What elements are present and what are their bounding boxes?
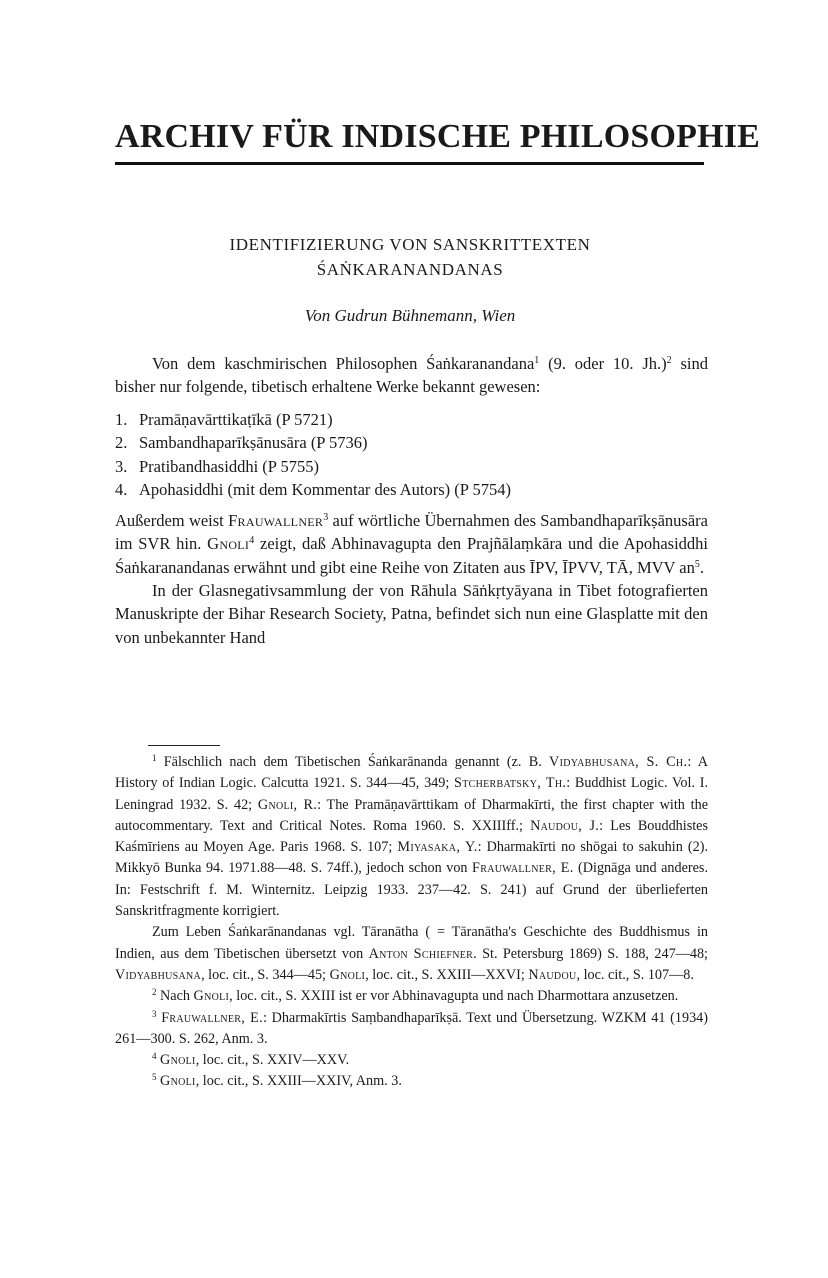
paragraph-2-text-b: auf wörtliche Übernahmen des Sambandhaparīkṣānusāra im SVR hin. bbox=[115, 510, 708, 554]
list-item bbox=[115, 408, 708, 432]
list-item-number: 2. bbox=[115, 433, 128, 453]
footnote-author: Frauwallner, E. bbox=[472, 860, 574, 877]
footnote-ref-2: 2 bbox=[666, 355, 672, 366]
footnote-5 bbox=[115, 1071, 708, 1092]
list-item-text: Sambandhaparīkṣānusāra (P 5736) bbox=[139, 433, 368, 453]
footnote-author: Anton Schiefner bbox=[368, 945, 474, 962]
list-item bbox=[115, 478, 708, 502]
list-item bbox=[115, 455, 708, 479]
footnote-number: 1 bbox=[152, 753, 157, 763]
paragraph-1-text-c: sind bisher nur folgende, tibetisch erhaltene Werke bekannt gewesen: bbox=[115, 354, 708, 397]
footnote-text: , loc. cit., S. XXIII ist er vor Abhinavagupta und nach Dharmottara anzusetzen. bbox=[229, 988, 679, 1005]
paragraph-1-text-a: Von dem kaschmirischen Philosophen Śaṅkaranandana bbox=[152, 354, 535, 373]
footnote-author: Gnoli bbox=[160, 1073, 196, 1090]
footnote-author: Gnoli, R. bbox=[257, 796, 318, 813]
paragraph-3: In der Glasnegativsammlung der von Rāhula Sāṅkṛtyāyana in Tibet fotografierten Manuskripte der Bihar Research Society, Patna, befindet sich nun eine Glasplatte mit den von unbekannter Hand bbox=[115, 581, 708, 647]
footnote-text: : Buddhist Logic. Vol. I. Leningrad 1932. S. 42; bbox=[115, 775, 709, 813]
works-list bbox=[115, 408, 708, 502]
author-line: Von Gudrun Bühnemann, Wien bbox=[304, 306, 516, 325]
paragraph-2-text-c: zeigt, daß Abhinavagupta den Prajñālaṃkāra und die Apohasiddhi Śaṅkaranandanas erwähnt und gibt eine Reihe von Zitaten aus ĪPV, ĪPVV, TĀ, MVV an bbox=[115, 534, 708, 577]
footnote-4 bbox=[115, 1050, 708, 1071]
footnote-1-continued bbox=[115, 922, 708, 986]
footnote-number: 3 bbox=[152, 1008, 157, 1019]
footnote-number: 5 bbox=[152, 1072, 157, 1083]
footnote-text: , loc. cit., S. XXIII—XXIV, Anm. 3. bbox=[195, 1073, 402, 1090]
paragraph-2-text-a: Außerdem weist bbox=[115, 510, 229, 530]
journal-title: ARCHIV FÜR INDISCHE PHILOSOPHIE bbox=[115, 118, 761, 155]
body-text bbox=[115, 352, 708, 649]
paragraph-2-text-d: . bbox=[699, 557, 704, 577]
footnote-text: . St. Petersburg 1869) S. 188, 247—48; bbox=[473, 945, 708, 962]
footnote-text: , loc. cit., S. XXIII—XXVI; bbox=[365, 966, 529, 983]
footnote-author: Vidyabhusana bbox=[115, 966, 202, 983]
footnote-2 bbox=[115, 986, 708, 1007]
footnote-text: : A History of Indian Logic. Calcutta 1921. S. 344—45, 349; bbox=[115, 754, 708, 792]
footnote-text: , loc. cit., S. XXIV—XXV. bbox=[195, 1052, 350, 1069]
footnote-text: , loc. cit., S. 344—45; bbox=[201, 966, 330, 983]
footnote-text: : Dharmakīrti no shōgai to sakuhin (2). Mikkyō Bunka 94. 1971.88—48. S. 74ff.), jedoch schon von bbox=[115, 839, 709, 877]
footnote-text: Fälschlich nach dem Tibetischen Śaṅkarānanda genannt (z. B. bbox=[156, 754, 550, 770]
footnote-1 bbox=[115, 752, 708, 922]
footnote-author: Naudou bbox=[528, 966, 577, 983]
footnote-3 bbox=[115, 1008, 708, 1051]
footnote-ref-1: 1 bbox=[534, 355, 540, 366]
footnote-ref-5: 5 bbox=[694, 558, 700, 570]
list-item-number: 4. bbox=[115, 480, 128, 500]
footnote-text: : Dharmakīrtis Saṃbandhaparīkṣā. Text und Übersetzung. WZKM 41 (1934) 261—300. S. 262, Anm. 3. bbox=[115, 1009, 708, 1047]
footnote-author: Gnoli bbox=[160, 1052, 196, 1069]
footnote-author: Miyasaka, Y. bbox=[397, 839, 478, 856]
footnote-number: 4 bbox=[152, 1051, 157, 1062]
footnote-text: (Dignāga und anderes. In: Festschrift f. M. Winternitz. Leipzig 1933. 237—42. S. 241) auf Grund der überlieferten Sanskritfragmente korrigiert. bbox=[115, 860, 708, 920]
list-item-text: Pramāṇavārttikaṭīkā (P 5721) bbox=[139, 409, 333, 429]
article-title-line-2: ŚAṄKARANANDANAS bbox=[316, 260, 504, 279]
footnote-text: : Les Bouddhistes Kaśmīriens au Moyen Age. Paris 1968. S. 107; bbox=[115, 817, 708, 856]
paragraph-1 bbox=[115, 352, 708, 399]
footnote-author: Gnoli bbox=[329, 966, 366, 983]
footnote-ref-3: 3 bbox=[323, 511, 329, 523]
article-title bbox=[115, 232, 705, 282]
footnote-text: Zum Leben Śaṅkarānandanas vgl. Tāranātha ( = Tāranātha's Geschichte des Buddhismus in Indien, aus dem Tibetischen übersetzt von bbox=[115, 924, 708, 962]
list-item bbox=[115, 431, 708, 455]
title-rule bbox=[115, 162, 704, 165]
footnotes bbox=[115, 752, 708, 1093]
footnote-author: Gnoli bbox=[193, 988, 230, 1005]
paragraph-2 bbox=[115, 509, 708, 579]
footnote-author: Stcherbatsky, Th. bbox=[454, 775, 567, 792]
footnote-ref-4: 4 bbox=[249, 535, 255, 547]
footnote-text: , loc. cit., S. 107—8. bbox=[576, 966, 694, 983]
footnote-number: 2 bbox=[152, 987, 157, 998]
footnote-rule bbox=[148, 745, 220, 746]
list-item-number: 3. bbox=[115, 456, 128, 476]
footnote-author: Vidyabhusana, S. Ch. bbox=[549, 754, 688, 770]
paragraph-1-text-b: (9. oder 10. Jh.) bbox=[539, 354, 667, 373]
list-item-text: Pratibandhasiddhi (P 5755) bbox=[139, 456, 319, 476]
article-title-line-1: IDENTIFIZIERUNG VON SANSKRITTEXTEN bbox=[229, 235, 591, 254]
list-item-number: 1. bbox=[115, 409, 128, 429]
list-item-text: Apohasiddhi (mit dem Kommentar des Autors) (P 5754) bbox=[139, 480, 511, 500]
footnote-author: Frauwallner, E. bbox=[161, 1009, 263, 1026]
footnote-text: : The Pramāṇavārttikam of Dharmakīrti, the first chapter with the autocommentary. Text and Critical Notes. Roma 1960. S. XXIIIff.; bbox=[115, 796, 709, 834]
footnote-author: Naudou, J. bbox=[530, 817, 600, 834]
footnote-text: Nach bbox=[156, 988, 194, 1005]
author-name-gnoli: Gnoli bbox=[207, 534, 250, 554]
author-name-frauwallner: Frauwallner bbox=[228, 510, 324, 530]
